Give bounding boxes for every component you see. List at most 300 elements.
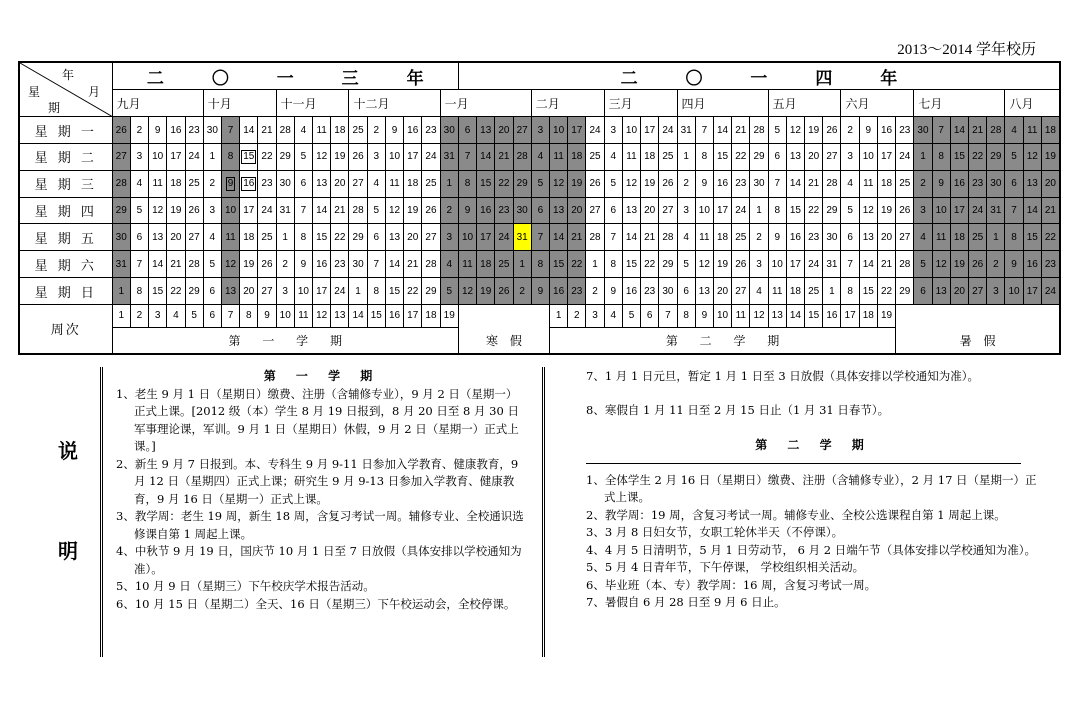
month-header: 十月 bbox=[203, 90, 276, 117]
date-cell: 1 bbox=[203, 143, 221, 170]
term2-label: 第 二 学 期 bbox=[549, 327, 895, 354]
date-cell: 21 bbox=[258, 117, 276, 144]
date-cell: 17 bbox=[167, 143, 185, 170]
date-cell: 10 bbox=[768, 251, 786, 278]
date-cell: 20 bbox=[240, 278, 258, 305]
date-cell: 14 bbox=[313, 197, 331, 224]
note-item: 5、10 月 9 日（星期三）下午校庆学术报告活动。 bbox=[116, 579, 375, 593]
corner-star: 星 bbox=[28, 85, 41, 99]
weekday-label: 星 期 四 bbox=[19, 197, 112, 224]
date-cell: 8 bbox=[294, 224, 312, 251]
date-cell: 10 bbox=[221, 197, 239, 224]
date-cell: 9 bbox=[149, 117, 167, 144]
date-cell: 19 bbox=[568, 170, 586, 197]
header-corner bbox=[19, 62, 112, 117]
date-cell: 28 bbox=[823, 170, 841, 197]
date-cell: 20 bbox=[404, 224, 422, 251]
date-cell: 16 bbox=[622, 278, 640, 305]
date-cell: 31 bbox=[440, 143, 458, 170]
weekday-label: 星 期 三 bbox=[19, 170, 112, 197]
date-cell: 11 bbox=[458, 251, 476, 278]
notes-label-ming: 明 bbox=[58, 539, 78, 563]
date-cell: 3 bbox=[987, 278, 1005, 305]
date-cell: 1 bbox=[440, 170, 458, 197]
week-number: 12 bbox=[313, 304, 331, 327]
date-cell: 6 bbox=[604, 197, 622, 224]
month-header: 八月 bbox=[1005, 90, 1060, 117]
week-number: 17 bbox=[404, 304, 422, 327]
date-cell: 13 bbox=[859, 224, 877, 251]
date-cell: 27 bbox=[823, 143, 841, 170]
month-header: 二月 bbox=[531, 90, 604, 117]
week-number: 16 bbox=[385, 304, 403, 327]
date-cell: 3 bbox=[677, 197, 695, 224]
date-cell: 9 bbox=[859, 117, 877, 144]
date-cell: 2 bbox=[750, 224, 768, 251]
date-cell: 8 bbox=[367, 278, 385, 305]
date-cell: 21 bbox=[167, 251, 185, 278]
date-cell: 8 bbox=[768, 197, 786, 224]
date-cell: 28 bbox=[659, 224, 677, 251]
date-cell: 3 bbox=[841, 143, 859, 170]
week-number: 2 bbox=[568, 304, 586, 327]
note-item: 5、5 月 4 日青年节，下午停课， 学校组织相关活动。 bbox=[586, 560, 865, 574]
date-cell: 9 bbox=[695, 170, 713, 197]
date-marked: 15 bbox=[243, 150, 255, 162]
date-cell: 11 bbox=[695, 224, 713, 251]
date-cell: 3 bbox=[203, 197, 221, 224]
week-number: 7 bbox=[659, 304, 677, 327]
date-marked: 16 bbox=[243, 177, 255, 189]
date-cell: 15 bbox=[859, 278, 877, 305]
date-cell: 5 bbox=[531, 170, 549, 197]
date-cell: 8 bbox=[458, 170, 476, 197]
week-number: 10 bbox=[713, 304, 731, 327]
date-cell: 24 bbox=[258, 197, 276, 224]
date-cell: 12 bbox=[458, 278, 476, 305]
date-cell: 7 bbox=[458, 143, 476, 170]
date-cell: 24 bbox=[969, 197, 987, 224]
date-cell: 22 bbox=[641, 251, 659, 278]
semester1-notes bbox=[116, 368, 528, 613]
date-cell: 8 bbox=[1005, 224, 1023, 251]
date-cell: 2 bbox=[987, 251, 1005, 278]
week-number: 8 bbox=[240, 304, 258, 327]
date-cell: 20 bbox=[713, 278, 731, 305]
winter-gap bbox=[458, 304, 549, 327]
date-cell: 11 bbox=[313, 117, 331, 144]
date-cell: 20 bbox=[877, 224, 895, 251]
date-cell: 5 bbox=[440, 278, 458, 305]
date-cell: 27 bbox=[896, 224, 914, 251]
date-cell: 28 bbox=[112, 170, 130, 197]
date-cell: 30 bbox=[513, 197, 531, 224]
date-cell: 14 bbox=[477, 143, 495, 170]
note-item: 4、中秋节 9 月 19 日，国庆节 10 月 1 日至 7 日放假（具体安排以学校通知为准）。 bbox=[116, 544, 522, 576]
date-cell: 6 bbox=[841, 224, 859, 251]
date-cell: 12 bbox=[221, 251, 239, 278]
date-cell: 20 bbox=[331, 170, 349, 197]
date-cell: 26 bbox=[659, 170, 677, 197]
date-cell: 20 bbox=[641, 197, 659, 224]
date-cell: 25 bbox=[732, 224, 750, 251]
date-cell: 21 bbox=[1041, 197, 1060, 224]
date-cell: 25 bbox=[495, 251, 513, 278]
date-cell: 4 bbox=[677, 224, 695, 251]
date-cell: 29 bbox=[513, 170, 531, 197]
date-cell: 21 bbox=[495, 143, 513, 170]
date-cell: 7 bbox=[367, 251, 385, 278]
note-item: 3、教学周：老生 19 周，新生 18 周，含复习考试一周。辅修专业、全校通识选修课自第 1 周起上课。 bbox=[116, 509, 524, 541]
date-cell: 7 bbox=[932, 117, 950, 144]
notes-divider-mid bbox=[542, 367, 545, 657]
date-cell: 16 bbox=[477, 197, 495, 224]
date-cell: 25 bbox=[185, 170, 203, 197]
week-number: 19 bbox=[877, 304, 895, 327]
date-cell: 30 bbox=[914, 117, 932, 144]
date-cell: 17 bbox=[568, 117, 586, 144]
date-cell: 1 bbox=[823, 278, 841, 305]
winter-break-label: 寒 假 bbox=[458, 327, 549, 354]
date-cell: 15 bbox=[149, 278, 167, 305]
date-cell: 1 bbox=[349, 278, 367, 305]
date-cell: 30 bbox=[823, 224, 841, 251]
note-item: 1、老生 9 月 1 日（星期日）缴费、注册（含辅修专业），9 月 2 日（星期一）正式上课。[2012 级（本）学生 8 月 19 日报到，8 月 20 日至 8 月 30 日军事理论课，军训。9 月 1 日（星期日）休假，9 月 2 日（星期一）正式上课。] bbox=[116, 386, 519, 453]
weekday-label: 星 期 日 bbox=[19, 278, 112, 305]
date-cell: 13 bbox=[313, 170, 331, 197]
date-cell: 22 bbox=[877, 278, 895, 305]
date-cell: 11 bbox=[221, 224, 239, 251]
date-cell: 8 bbox=[604, 251, 622, 278]
date-cell: 3 bbox=[367, 143, 385, 170]
date-cell bbox=[240, 143, 258, 170]
date-cell: 12 bbox=[695, 251, 713, 278]
date-cell: 8 bbox=[130, 278, 148, 305]
date-cell: 27 bbox=[732, 278, 750, 305]
date-cell: 7 bbox=[531, 224, 549, 251]
date-cell: 30 bbox=[349, 251, 367, 278]
date-cell: 26 bbox=[112, 117, 130, 144]
date-cell: 19 bbox=[404, 197, 422, 224]
date-cell: 23 bbox=[422, 117, 440, 144]
date-cell: 18 bbox=[1041, 117, 1060, 144]
date-cell: 28 bbox=[276, 117, 294, 144]
year-2013: 二 〇 一 三 年 bbox=[112, 62, 458, 90]
calendar-title: 2013～2014 学年校历 bbox=[897, 42, 1036, 58]
date-cell: 21 bbox=[969, 117, 987, 144]
week-number: 10 bbox=[276, 304, 294, 327]
date-cell: 15 bbox=[786, 197, 804, 224]
date-cell: 28 bbox=[586, 224, 604, 251]
date-cell: 13 bbox=[786, 143, 804, 170]
date-cell: 21 bbox=[568, 224, 586, 251]
date-cell: 18 bbox=[331, 117, 349, 144]
week-number: 3 bbox=[149, 304, 167, 327]
week-number: 13 bbox=[768, 304, 786, 327]
date-cell: 29 bbox=[112, 197, 130, 224]
date-cell: 12 bbox=[1023, 143, 1041, 170]
date-cell: 19 bbox=[805, 117, 823, 144]
date-cell: 22 bbox=[732, 143, 750, 170]
month-header: 六月 bbox=[841, 90, 914, 117]
week-number: 1 bbox=[112, 304, 130, 327]
date-cell: 15 bbox=[622, 251, 640, 278]
date-cell: 24 bbox=[805, 251, 823, 278]
date-cell: 10 bbox=[549, 117, 567, 144]
date-cell: 2 bbox=[586, 278, 604, 305]
weekday-label: 星 期 二 bbox=[19, 143, 112, 170]
date-cell: 17 bbox=[477, 224, 495, 251]
date-cell: 4 bbox=[367, 170, 385, 197]
date-cell: 3 bbox=[440, 224, 458, 251]
date-cell: 17 bbox=[877, 143, 895, 170]
week-number: 6 bbox=[203, 304, 221, 327]
note-item: 6、10 月 15 日（星期二）全天、16 日（星期三）下午校运动会，全校停课。 bbox=[116, 596, 516, 611]
date-cell: 12 bbox=[313, 143, 331, 170]
date-cell: 24 bbox=[659, 117, 677, 144]
semester1-notes-title: 第 一 学 期 bbox=[263, 369, 381, 383]
date-cell: 22 bbox=[258, 143, 276, 170]
date-cell: 30 bbox=[750, 170, 768, 197]
date-cell: 23 bbox=[568, 278, 586, 305]
date-cell: 16 bbox=[950, 170, 968, 197]
date-cell: 1 bbox=[914, 143, 932, 170]
date-cell: 26 bbox=[896, 197, 914, 224]
date-cell: 29 bbox=[750, 143, 768, 170]
date-cell: 6 bbox=[367, 224, 385, 251]
date-cell: 17 bbox=[641, 117, 659, 144]
date-cell: 11 bbox=[932, 224, 950, 251]
date-cell: 22 bbox=[969, 143, 987, 170]
date-cell: 23 bbox=[185, 117, 203, 144]
date-cell: 7 bbox=[221, 117, 239, 144]
date-cell: 9 bbox=[385, 117, 403, 144]
date-cell: 10 bbox=[1005, 278, 1023, 305]
semester2-title-rule bbox=[586, 463, 1021, 464]
date-cell: 13 bbox=[1023, 170, 1041, 197]
date-cell: 10 bbox=[458, 224, 476, 251]
date-cell: 5 bbox=[367, 197, 385, 224]
date-cell: 29 bbox=[987, 143, 1005, 170]
date-cell: 4 bbox=[203, 224, 221, 251]
date-cell: 24 bbox=[495, 224, 513, 251]
date-cell: 26 bbox=[495, 278, 513, 305]
date-cell: 7 bbox=[130, 251, 148, 278]
date-cell: 4 bbox=[750, 278, 768, 305]
date-cell: 19 bbox=[641, 170, 659, 197]
week-number: 14 bbox=[786, 304, 804, 327]
date-cell: 2 bbox=[440, 197, 458, 224]
date-cell: 1 bbox=[513, 251, 531, 278]
date-cell: 28 bbox=[896, 251, 914, 278]
notes-label-shuo: 说 bbox=[58, 439, 78, 463]
date-cell: 2 bbox=[276, 251, 294, 278]
date-cell: 23 bbox=[258, 170, 276, 197]
date-cell: 16 bbox=[549, 278, 567, 305]
note-item: 6、毕业班（本、专）教学周：16 周，含复习考试一周。 bbox=[586, 577, 877, 592]
date-cell: 23 bbox=[1041, 251, 1060, 278]
month-header: 七月 bbox=[914, 90, 1005, 117]
date-cell: 9 bbox=[531, 278, 549, 305]
date-cell: 11 bbox=[622, 143, 640, 170]
date-cell: 6 bbox=[677, 278, 695, 305]
date-cell: 15 bbox=[477, 170, 495, 197]
date-cell: 18 bbox=[786, 278, 804, 305]
date-cell: 2 bbox=[677, 170, 695, 197]
date-cell: 28 bbox=[422, 251, 440, 278]
date-cell: 15 bbox=[313, 224, 331, 251]
date-cell: 19 bbox=[713, 251, 731, 278]
date-cell: 16 bbox=[404, 117, 422, 144]
date-cell: 21 bbox=[732, 117, 750, 144]
date-cell: 24 bbox=[1041, 278, 1060, 305]
note-item: 3、3 月 8 日妇女节，女职工轮休半天（不停课）。 bbox=[586, 525, 844, 539]
date-cell: 9 bbox=[604, 278, 622, 305]
week-number: 6 bbox=[641, 304, 659, 327]
date-cell: 24 bbox=[185, 143, 203, 170]
date-cell: 9 bbox=[458, 197, 476, 224]
date-cell: 25 bbox=[349, 117, 367, 144]
date-cell: 27 bbox=[349, 170, 367, 197]
date-cell: 4 bbox=[914, 224, 932, 251]
week-number: 2 bbox=[130, 304, 148, 327]
date-cell: 14 bbox=[859, 251, 877, 278]
week-number: 15 bbox=[367, 304, 385, 327]
week-number: 4 bbox=[604, 304, 622, 327]
date-cell: 4 bbox=[531, 143, 549, 170]
date-cell: 11 bbox=[768, 278, 786, 305]
date-cell: 24 bbox=[896, 143, 914, 170]
date-cell: 5 bbox=[768, 117, 786, 144]
date-cell: 11 bbox=[1023, 117, 1041, 144]
date-cell: 8 bbox=[221, 143, 239, 170]
corner-qi: 期 bbox=[48, 101, 61, 115]
week-number: 5 bbox=[622, 304, 640, 327]
date-cell: 19 bbox=[1041, 143, 1060, 170]
date-cell: 21 bbox=[877, 251, 895, 278]
week-number: 18 bbox=[422, 304, 440, 327]
date-cell: 6 bbox=[203, 278, 221, 305]
date-cell: 20 bbox=[950, 278, 968, 305]
date-cell: 29 bbox=[276, 143, 294, 170]
date-cell: 10 bbox=[932, 197, 950, 224]
date-cell: 21 bbox=[805, 170, 823, 197]
date-cell: 30 bbox=[659, 278, 677, 305]
week-number: 11 bbox=[732, 304, 750, 327]
note-item: 4、4 月 5 日清明节，5 月 1 日劳动节， 6 月 2 日端午节（具体安排以学校通知为准）。 bbox=[586, 542, 1037, 557]
date-cell: 26 bbox=[823, 117, 841, 144]
date-cell: 29 bbox=[422, 278, 440, 305]
date-cell: 14 bbox=[713, 117, 731, 144]
date-cell: 20 bbox=[1041, 170, 1060, 197]
date-cell: 2 bbox=[367, 117, 385, 144]
date-cell: 9 bbox=[294, 251, 312, 278]
year-2014: 二 〇 一 四 年 bbox=[458, 62, 1060, 90]
date-cell: 2 bbox=[203, 170, 221, 197]
date-cell: 2 bbox=[841, 117, 859, 144]
date-cell: 23 bbox=[641, 278, 659, 305]
date-cell: 3 bbox=[604, 117, 622, 144]
date-cell: 12 bbox=[622, 170, 640, 197]
date-cell: 31 bbox=[513, 224, 531, 251]
date-cell: 8 bbox=[841, 278, 859, 305]
date-cell: 27 bbox=[112, 143, 130, 170]
date-cell: 6 bbox=[768, 143, 786, 170]
term1-label: 第 一 学 期 bbox=[112, 327, 458, 354]
date-cell bbox=[221, 170, 239, 197]
note-item: 2、教学周：19 周，含复习考试一周。辅修专业、全校公选课程自第 1 周起上课。 bbox=[586, 507, 1006, 522]
date-cell: 18 bbox=[240, 224, 258, 251]
date-cell: 7 bbox=[1005, 197, 1023, 224]
date-cell: 4 bbox=[604, 143, 622, 170]
date-cell: 11 bbox=[549, 143, 567, 170]
date-cell: 7 bbox=[841, 251, 859, 278]
date-cell: 20 bbox=[495, 117, 513, 144]
date-cell: 2 bbox=[130, 117, 148, 144]
semester2-notes bbox=[586, 368, 1041, 612]
month-header: 四月 bbox=[677, 90, 768, 117]
date-cell: 3 bbox=[130, 143, 148, 170]
date-cell: 26 bbox=[258, 251, 276, 278]
date-cell: 6 bbox=[458, 117, 476, 144]
date-cell: 13 bbox=[149, 224, 167, 251]
date-cell: 27 bbox=[422, 224, 440, 251]
date-cell: 15 bbox=[549, 251, 567, 278]
date-cell: 26 bbox=[732, 251, 750, 278]
date-cell: 20 bbox=[805, 143, 823, 170]
date-cell: 6 bbox=[914, 278, 932, 305]
date-cell: 27 bbox=[586, 197, 604, 224]
week-number: 19 bbox=[440, 304, 458, 327]
date-cell: 15 bbox=[385, 278, 403, 305]
date-cell: 18 bbox=[167, 170, 185, 197]
date-cell: 16 bbox=[713, 170, 731, 197]
month-header: 五月 bbox=[768, 90, 841, 117]
date-cell: 3 bbox=[531, 117, 549, 144]
date-marked: 9 bbox=[227, 177, 234, 189]
date-cell: 14 bbox=[622, 224, 640, 251]
date-cell: 28 bbox=[987, 117, 1005, 144]
date-cell: 31 bbox=[823, 251, 841, 278]
date-cell: 23 bbox=[495, 197, 513, 224]
date-cell: 8 bbox=[695, 143, 713, 170]
week-number: 13 bbox=[331, 304, 349, 327]
summer-gap bbox=[896, 304, 1060, 327]
date-cell: 23 bbox=[805, 224, 823, 251]
date-cell: 10 bbox=[695, 197, 713, 224]
date-cell: 18 bbox=[404, 170, 422, 197]
date-cell: 22 bbox=[331, 224, 349, 251]
date-cell: 2 bbox=[513, 278, 531, 305]
date-cell: 11 bbox=[385, 170, 403, 197]
month-header: 十二月 bbox=[349, 90, 440, 117]
week-number: 15 bbox=[805, 304, 823, 327]
date-cell: 19 bbox=[331, 143, 349, 170]
date-cell: 28 bbox=[185, 251, 203, 278]
date-cell: 29 bbox=[349, 224, 367, 251]
weekday-label: 星 期 一 bbox=[19, 117, 112, 144]
month-header: 九月 bbox=[112, 90, 203, 117]
date-cell: 14 bbox=[240, 117, 258, 144]
date-cell: 18 bbox=[877, 170, 895, 197]
date-cell: 29 bbox=[823, 197, 841, 224]
date-cell: 10 bbox=[622, 117, 640, 144]
date-cell: 30 bbox=[276, 170, 294, 197]
date-cell: 13 bbox=[385, 224, 403, 251]
weekday-label: 星 期 五 bbox=[19, 224, 112, 251]
date-cell: 7 bbox=[768, 170, 786, 197]
date-cell: 31 bbox=[112, 251, 130, 278]
